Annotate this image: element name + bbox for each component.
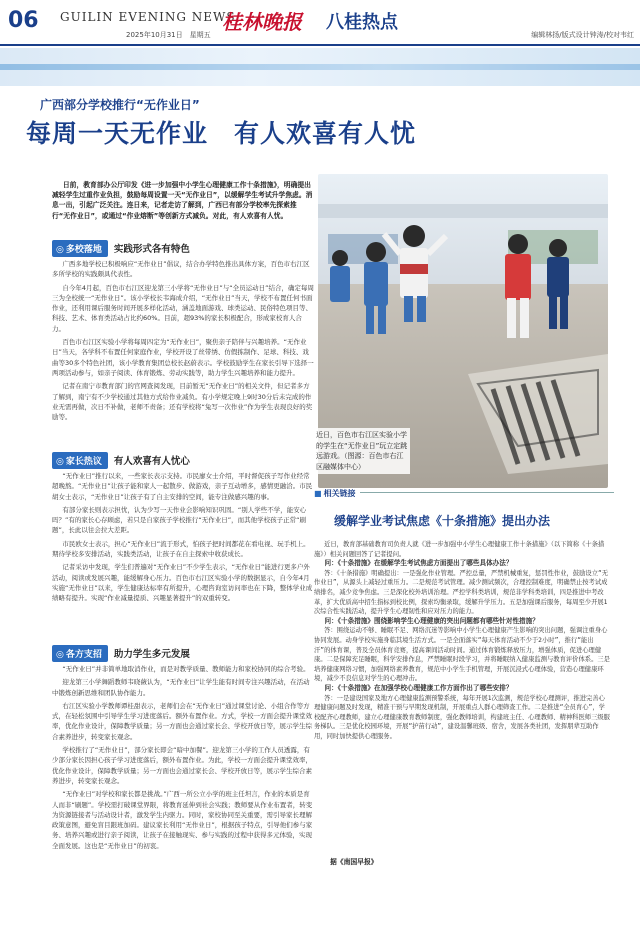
article-lead: 日前，教育部办公厅印发《进一步加强中小学生心理健康工作十条措施》，明确提出减轻学生过重作业负担，鼓励每周设置一天“无作业日”，以缓解学生考试升学焦虑。消息一出，引起广泛关注。连日来，记者走访了解到，广西已有部分学校率先探索推行“无作业日”，或通过“作业熔断”等创新方式减负。对此，有人欢喜有人忧。 [52,181,313,220]
section-header [52,645,314,661]
related-intro: 近日，教育部基础教育司负责人就《进一步加强中小学生心理健康工作十条措施》（以下简称《十条措施》）相关问题回答了记者提问。 [314,541,605,558]
article-headline: 每周一天无作业 有人欢喜有人忧 [26,119,417,148]
article-kicker: 广西部分学校推行“无作业日” [40,98,200,112]
paragraph: “无作业日”推行以来，一些家长表示支持。市民廖女士介绍，平时督促孩子写作业经常超晚熬。“无作业日”让孩子能和家人一起散步、做游戏，亲子互动增多，感情更融洽。市民胡女士表示，“无作业日”让孩子有了自主安排的空间，能专注做感兴趣的事。 [52,472,313,501]
related-source: 据《南国早报》 [330,858,378,866]
paragraph: “无作业日”并非简单地取消作业，而是对教学质量、教师能力和家校协同的综合考验。 [62,665,310,673]
related-title: 缓解学业考试焦虑《十条措施》提出办法 [334,514,551,528]
paragraph: 广西多地学校已积极响应“无作业日”倡议，结合办学特色推出具体方案，百色市右江区多所学校的实践颇具代表性。 [52,260,310,279]
paper-logo: 桂林晚报 [222,10,302,34]
section-title: 有人欢喜有人忧心 [113,456,190,467]
section-title: 助力学生多元发展 [113,649,190,660]
section-header [52,452,314,468]
qa-answer: 答：围绕运动不够、睡眠不足、网络沉迷等影响中小学生心理健康产生影响的突出问题，强调注重身心协同发展。动身学校实施身临其境生活方式。一是全面落实“每天体育活动不少于2小时”，推行“能出汗”的体育课，普及全员体育竞赛，提高课间活动时间。通过体育锻炼释放压力，增强体质，促进心理健康。二是保障充足睡眠，科学安排作息，严禁睡眠时段学习，并将睡眠纳入健康监测与教育评价体系。三是培养健康网络习惯，加强网络素养教育，规范中小学生手机管理，开展沉浸式心理体验，营造心理健康环境，减少不良信息对学生的心理冲击。 [314,627,610,683]
paragraph: 市民欧女士表示，担心“无作业日”流于形式，怕孩子把时间都花在看电视、玩手机上。期待学校多安排活动，实践类活动，让孩子在自主探索中收获成长。 [52,539,310,559]
paragraph: 学校推行了“无作业日”，部分家长即会“暗中加餐”。迎龙第三小学的工作人员透露，有少部分家长因担心孩子学习进度落后，额外布置作业。为此，学校一方面会提升课堂效率，优化作业设计，保障教学质量；另一方面也会通过家长会、学校开放日等，展示学生综合素养进步，转变家长观念。 [52,746,312,785]
qa-answer: 答：一是建设国家及地方心理健康监测预警系统，每年开展1次监测，规范学校心理测评，推进完善心理健康问题及时发现，精准干预与早期发现机制，开展重点人群心理筛查工作。二是推进“全员育心”，学校配齐心理教师，建立心理健康教育教师制度，强化教师培训，构建班主任、心理教师、精神科医师三级服务梯队。三是优化校园环境，开展“护苗行动”，建设温馨班级、宿舍，发展各类社团，发挥朋辈互助作用，同时加快提供心理服务。 [314,694,610,740]
paragraph: 有部分家长则表示担忧，认为少写一天作业会影响知识巩固。“别人学些不学，能安心吗？”有的家长心存顾虑，若只是自家孩子学校推行“无作业日”，而其他学校孩子正常“刷题”，长此以往会拉大差距。 [52,505,307,535]
editor-info: 编辑林扬/版式设计钟涛/校对韦红 [531,31,634,39]
page-number: 06 [8,8,39,33]
qa-question: 问：《十条措施》在加强学校心理健康工作方面作出了哪些安排？ [324,683,513,692]
section-parents [52,452,314,604]
qa-question: 问：《十条措施》围绕影响学生心理健康的突出问题都有哪些针对性措施？ [324,616,539,625]
header-band-stripe [0,64,640,70]
section-tag: ◎ 各方支招 [52,645,108,662]
paragraph: 百色市右江区实验小学将每周四定为“无作业日”，聚焦亲子陪伴与兴趣培养。“无作业日”当天，各学科不布置任何家庭作业，学校开设了丝带绣、仿假拣制作、足球、科技、戏曲等30多个特色社团，该小学教育集团总校长赵蔚表示。学校鼓励学生在家长引导下选择一两项活动参与，如亲子阅读、体育锻炼、劳动实践等，助力学生兴趣培养和能力提升。 [52,338,314,377]
paragraph: “无作业日”对学校和家长都是挑战。”广西一所公立小学的班主任坦言，作业的本质是育人而非“刷题”。学校需打破课堂界限，将教育延伸到社会实践；教师要从作业布置者，转变为资源链接者与活动设计者，激发学生内驱力。同时，家校协同至关重要，需引导家长理解政策意图，避免盲目跟班加码。建议家长利用“无作业日”，根据孩子特点，引导他们参与家务、培养兴趣或进行亲子阅读，让孩子在接触现实、参与实践的过程中获得多元体验，实现全面发展。这也是“无作业日”的初衷。 [52,790,313,850]
section-tag: ◎ 多校落地 [52,240,108,257]
paragraph: 右江区实验小学教师谭桂甜表示，老师们会在“无作业日”通过课堂讨论、小组合作等方式，在轻松氛围中引导学生学习进度落后。额外布置作业。方式，学校一方面会提升课堂效率，优化作业设计，保障教学质量；另一方面也会通过家长会、学校开放日等，展示学生综合素养进步，转变家长观念。 [52,701,312,741]
section-header [52,240,314,256]
section-suggestions [52,645,314,851]
paragraph: 记者采访中发现，学生们普遍对“无作业日”不少学生表示，“无作业日”能进行更多户外活动，阅读或发展兴趣，能缓解身心压力。百色市右江区实验小学的数据显示，自今年4月实施“无作业日”以来，学生健康达标率有所提升，心理咨询室访问率也在下降，整体学业成绩略有提升。实现“作业减量提质、兴趣显著提升”的双重转变。 [52,563,313,603]
section-tag: ◎ 家长热议 [52,452,108,469]
photo-caption: 近日，百色市右江区实验小学的学生在“无作业日”玩立定跳远游戏。（图源：百色市右江区融媒体中心） [314,428,410,474]
qa-question: 问：《十条措施》在缓解学生考试焦虑方面提出了哪些具体办法？ [324,559,513,568]
section-name: 八桂热点 [326,12,398,33]
paragraph: 自今年4月起，百色市右江区迎龙第三小学将“无作业日”与“全员运动日”结合，确定每周三为全校统一“无作业日”。该小学校长韦海成介绍，“无作业日”当天，学校不布置任何书面作业，还利用课后服务时间开展多样化活动，涵盖地面游戏、球类运动、民俗特色项目等、科技、艺术、体育类活动占比约60%。目前，超93%的家长积极配合，形成家校育人合力。 [52,283,314,333]
paragraph: 记者在南宁市教育部门的官网查阅发现，目前暂无“无作业日”的相关文件，但记者多方了解到，南宁有不少学校通过其他方式给作业减负。有小学规定晚上9时30分后未完成的作业无需再做，次日不补做，老师不责备；还有学校将“兔写一次作业”作为学生表现良好的奖励等。 [52,382,313,422]
related-label: ■ 相关链接 [314,488,360,499]
related-body [314,540,610,741]
child-figure [330,250,350,302]
paper-name-english: GUILIN EVENING NEWS [60,10,236,24]
paragraph: 迎龙第三小学舞蹈教师韦晓薇认为，“无作业日”让学生能有时间专注兴趣活动，在活动中锻炼创新思维和团队协作能力。 [52,678,310,697]
section-title: 实践形式各有特色 [113,244,190,255]
masthead [0,0,640,46]
issue-date: 2025年10月31日 星期五 [126,31,211,39]
qa-answer: 答：《十条措施》明确提出：一是强化作业管理。严控总量，严禁机械重复，惩罚性作业，鼓励设立“无作业日”，从源头上减轻过重压力。二是规范考试管理。减少测试频次，合理控制难度，明确禁止按考试成绩排名，减少竞争焦虑。三是深化校外培训治理。严控学科类培训，规范非学科类培训，四是推进中考改革，扩大优质高中招生指标到校比例，探索均衡录取，缓解升学压力。五是加强课后服务，每周至少开展1次综合性实践活动，提升学生心理韧性和应对压力的能力。 [314,569,609,616]
section-multi-school [52,240,314,422]
